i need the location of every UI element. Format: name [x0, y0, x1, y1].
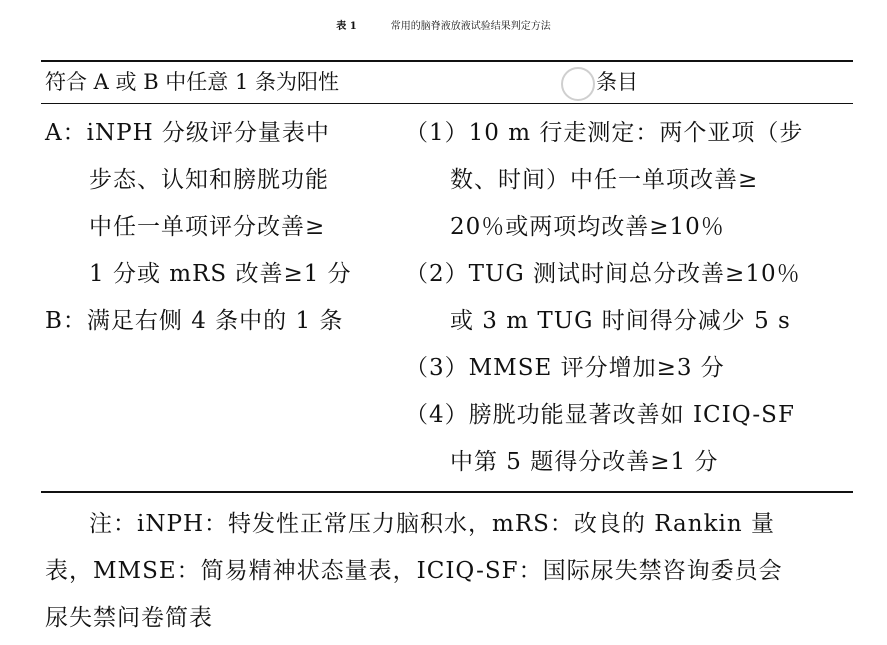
item-2-line-1: （2）TUG 测试时间总分改善≥10％: [405, 261, 801, 287]
item-1-line-3: 20％或两项均改善≥10％: [450, 214, 725, 240]
bottom-rule: [41, 491, 853, 493]
criterion-a-line-4: 1 分或 mRS 改善≥1 分: [89, 261, 352, 287]
header-criteria: 符合 A 或 B 中任意 1 条为阳性: [45, 70, 340, 94]
item-2-line-2: 或 3 m TUG 时间得分减少 5 s: [450, 308, 791, 334]
header-rule: [41, 103, 853, 104]
criterion-a-line-1: A：iNPH 分级评分量表中: [45, 120, 330, 146]
item-4-line-1: （4）膀胱功能显著改善如 ICIQ-SF: [405, 402, 795, 428]
item-4-line-2: 中第 5 题得分改善≥1 分: [450, 449, 719, 475]
footnote-line-2: 表，MMSE：简易精神状态量表，ICIQ-SF：国际尿失禁咨询委员会: [45, 558, 783, 584]
footnote-line-1: 注：iNPH：特发性正常压力脑积水，mRS：改良的 Rankin 量: [89, 511, 775, 537]
footnote-line-3: 尿失禁问卷简表: [45, 605, 213, 631]
item-1-line-1: （1）10 m 行走测定：两个亚项（步: [405, 120, 804, 146]
item-1-line-2: 数、时间）中任一单项改善≥: [450, 167, 759, 193]
watermark-seal-icon: [561, 67, 595, 101]
table-title: [0, 4, 887, 50]
criterion-a-line-3: 中任一单项评分改善≥: [89, 214, 326, 240]
table-caption: 常用的脑脊液放液试验结果判定方法: [390, 21, 551, 32]
criterion-a-line-2: 步态、认知和膀胱功能: [89, 167, 329, 193]
table-number: 表 1: [336, 21, 357, 32]
item-3-line-1: （3）MMSE 评分增加≥3 分: [405, 355, 725, 381]
criterion-b-line-1: B：满足右侧 4 条中的 1 条: [45, 308, 344, 334]
header-items: 条目: [596, 70, 638, 94]
